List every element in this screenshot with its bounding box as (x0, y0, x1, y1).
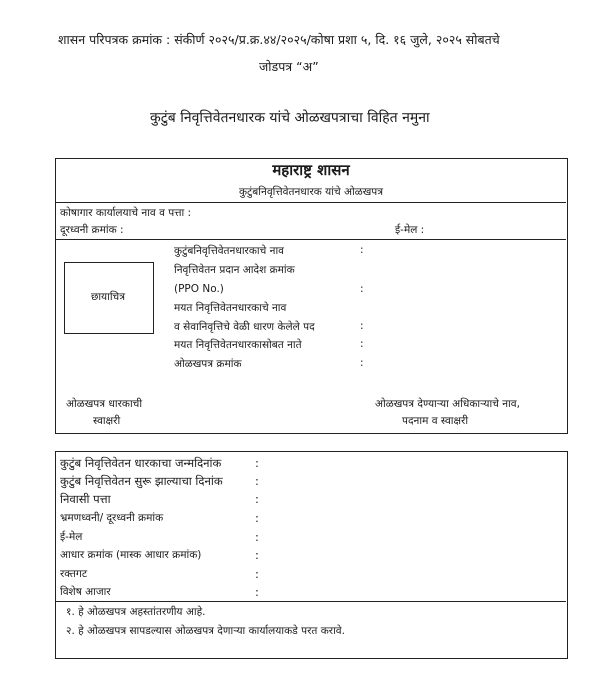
divider (56, 239, 566, 240)
colon: : (255, 492, 259, 506)
email-label: ई-मेल : (395, 224, 425, 236)
colon: : (255, 474, 259, 488)
treasury-office-label: कोषागार कार्यालयाचे नाव व पत्ता : (60, 207, 192, 219)
circular-reference: शासन परिपत्रक क्रमांक : संकीर्ण २०२५/प्र.क्र.४४/२०२५/कोषा प्रशा ५, दि. १६ जुले, २०२५ सोबतचे (58, 32, 500, 47)
field-birth-date: कुटुंब निवृत्तिवेतन धारकाचा जन्मदिनांक (60, 456, 222, 470)
annexure-label: जोडपत्र “अ” (259, 59, 319, 74)
note-non-transferable: १. हे ओळखपत्र अहस्तांतरणीय आहे. (66, 606, 206, 618)
field-special-illness: विशेष आजार (60, 586, 111, 598)
card-subtitle: कुटुंबनिवृत्तिवेतनधारक यांचे ओळखपत्र (238, 186, 384, 198)
field-id-card-number: ओळखपत्र क्रमांक (174, 358, 242, 370)
note-return-if-found: २. हे ओळखपत्र सापडल्यास ओळखपत्र देणाऱ्या कार्यालयाकडे परत करावे. (66, 625, 345, 637)
field-relationship: मयत निवृत्तिवेतनधारकासोबत नाते (174, 339, 302, 351)
field-deceased-name: मयत निवृत्तिवेतनधारकाचे नाव (174, 302, 287, 314)
officer-signature-line1: ओळखपत्र देण्याऱ्या अधिकाऱ्याचे नाव, (375, 398, 520, 410)
field-aadhaar-number: आधार क्रमांक (मास्क आधार क्रमांक) (60, 549, 202, 561)
colon: : (360, 283, 364, 295)
colon: : (255, 530, 259, 544)
holder-signature-line2: स्वाक्षरी (93, 415, 121, 427)
field-email: ई-मेल (60, 531, 83, 543)
colon: : (360, 244, 364, 256)
holder-signature-line1: ओळखपत्र धारकाची (66, 398, 143, 410)
field-blood-group: रक्तगट (60, 568, 88, 580)
form-title: कुटुंब निवृत्तिवेतनधारक यांचे ओळखपत्राचा विहित नमुना (150, 110, 430, 126)
photo-label: छायाचित्र (90, 291, 126, 303)
colon: : (255, 511, 259, 525)
colon: : (255, 567, 259, 581)
colon: : (360, 338, 364, 350)
field-family-pensioner-name: कुटुंबनिवृत्तिवेतनधारकाचे नाव (174, 245, 285, 257)
divider (56, 601, 566, 602)
colon: : (360, 320, 364, 332)
field-ppo-number: निवृत्तिवेतन प्रदान आदेश क्रमांक (174, 264, 295, 276)
field-residential-address: निवासी पत्ता (60, 492, 111, 506)
field-pension-start-date: कुटुंब निवृत्तिवेतन सुरू झाल्याचा दिनांक (60, 474, 223, 488)
colon: : (255, 585, 259, 599)
colon: : (255, 548, 259, 562)
colon: : (255, 456, 259, 470)
field-mobile-phone: भ्रमणध्वनी/ दूरध्वनी क्रमांक (60, 512, 164, 524)
divider (56, 202, 566, 203)
field-ppo-abbrev: (PPO No.) (174, 283, 224, 295)
field-post-held: व सेवानिवृत्तिचे वेळी धारण केलेले पद (174, 321, 315, 333)
phone-label: दूरध्वनी क्रमांक : (60, 224, 124, 236)
government-title: महाराष्ट्र शासन (272, 161, 350, 179)
colon: : (360, 357, 364, 369)
officer-signature-line2: पदनाम व स्वाक्षरी (402, 415, 469, 427)
